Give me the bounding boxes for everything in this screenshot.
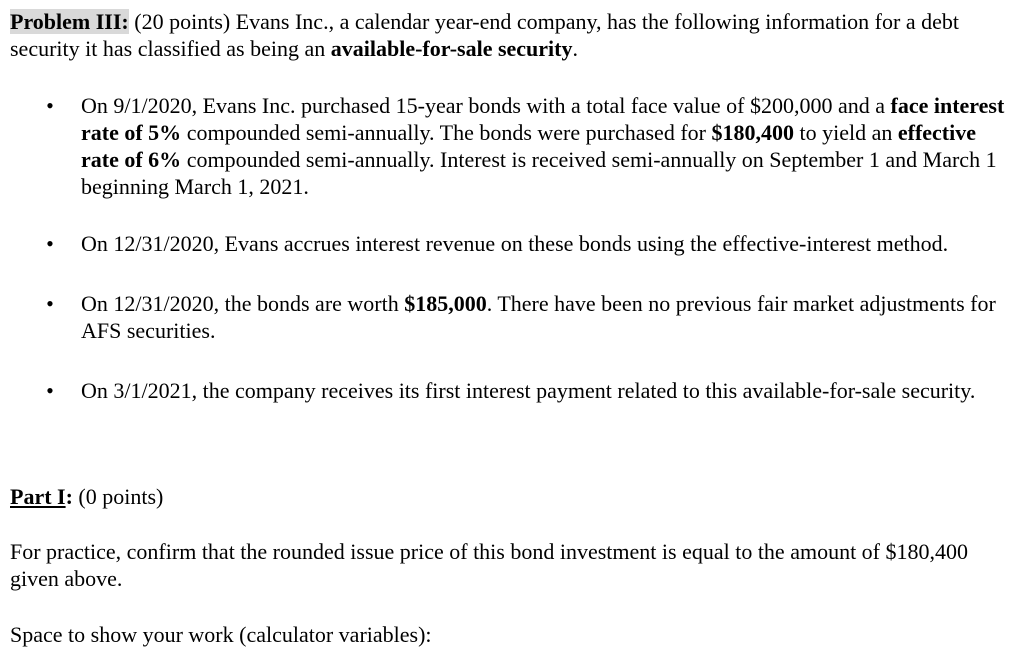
- part-one-label: Part I: [10, 484, 66, 509]
- problem-intro-end: .: [572, 36, 578, 61]
- bullet-icon: •: [46, 231, 54, 256]
- bullet-text-part: compounded semi-annually. Interest is received semi-annually on September 1 and March 1 beginning March 1, 2021.: [81, 147, 997, 199]
- problem-label: Problem III:: [10, 9, 129, 34]
- bullet-text-part: On 3/1/2021, the company receives its first interest payment related to this available-for-sale security.: [81, 378, 976, 403]
- bullet-bold-part: face interest rate of 5%: [81, 93, 1005, 145]
- bullet-text-part: to yield an: [799, 120, 893, 145]
- bullet-bold-part: $185,000: [404, 291, 487, 316]
- bullet-text-part: On 12/31/2020, Evans accrues interest revenue on these bonds using the effective-interest method.: [81, 231, 949, 256]
- part-one-colon: :: [65, 484, 73, 509]
- bullet-text-part: On 12/31/2020, the bonds are worth: [81, 291, 399, 316]
- bullet-text: [81, 92, 1016, 200]
- bullet-icon: •: [46, 378, 54, 403]
- bullet-text: [81, 290, 1016, 344]
- bullet-text-part: On 9/1/2020, Evans Inc. purchased 15-year bonds with a total face value of $200,000 and a: [81, 93, 885, 118]
- bullet-bold-part: $180,400: [711, 120, 794, 145]
- work-space-label: Space to show your work (calculator variables):: [10, 622, 432, 647]
- bullet-text: [81, 377, 1016, 404]
- part-one-heading: [10, 483, 163, 510]
- bullet-icon: •: [46, 93, 54, 118]
- bullet-bold-part: effective rate of 6%: [81, 120, 977, 172]
- bullet-icon: •: [46, 291, 54, 316]
- bullet-text: [81, 230, 1016, 257]
- problem-intro-text: Evans Inc., a calendar year-end company, has the following information for a debt security it has classified as being an: [10, 9, 959, 61]
- problem-points: (20 points): [134, 9, 231, 34]
- problem-intro-bold: available-for-sale security: [330, 36, 573, 61]
- problem-intro: [10, 8, 1015, 62]
- bullet-text-part: . There have been no previous fair market adjustments for AFS securities.: [81, 291, 996, 343]
- part-one-points: (0 points): [78, 484, 164, 509]
- practice-instructions: For practice, confirm that the rounded issue price of this bond investment is equal to the amount of $180,400 given above.: [10, 539, 969, 591]
- bullet-text-part: compounded semi-annually. The bonds were purchased for: [186, 120, 706, 145]
